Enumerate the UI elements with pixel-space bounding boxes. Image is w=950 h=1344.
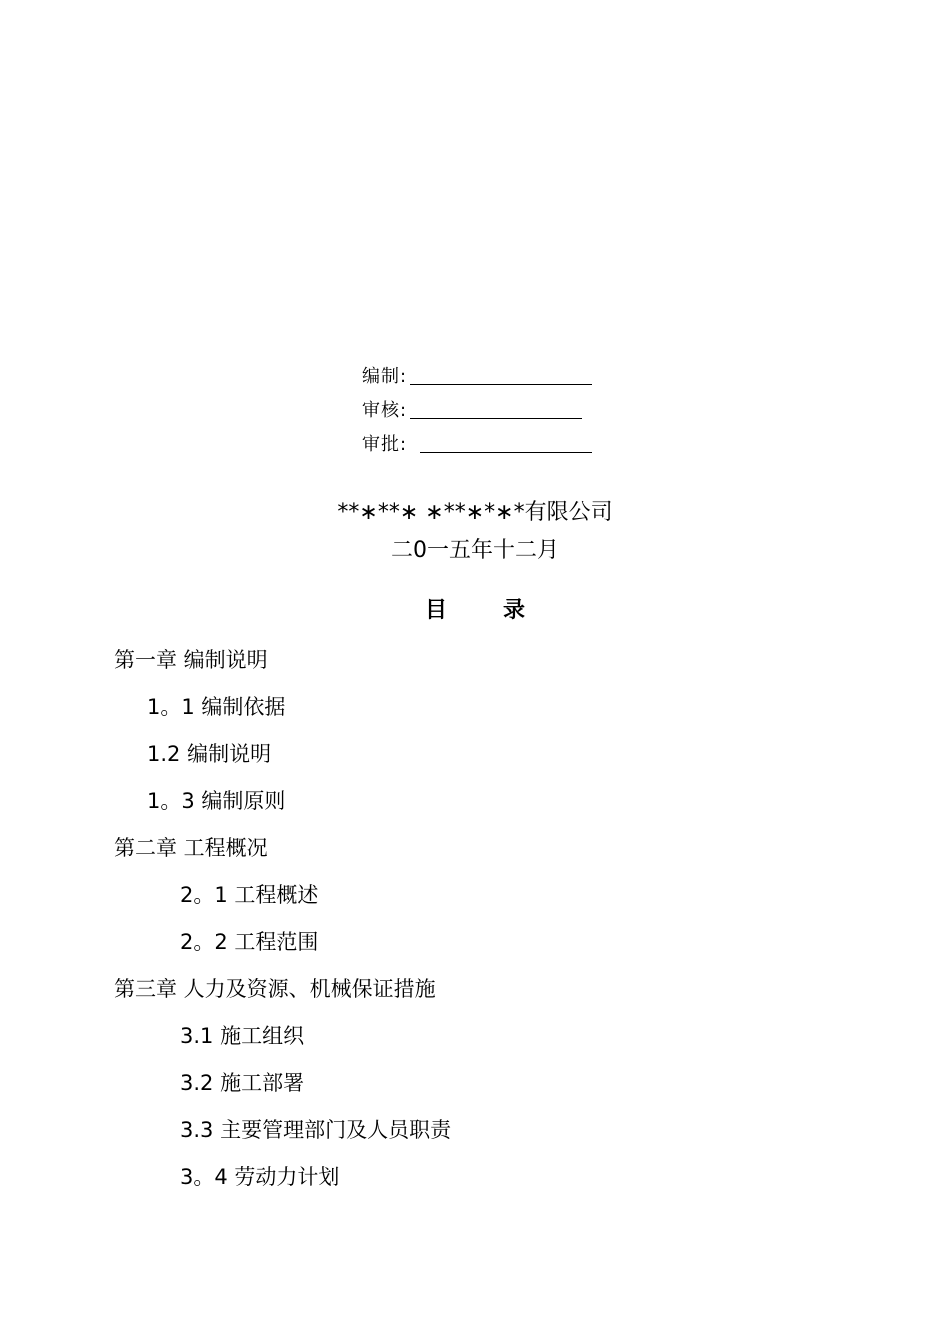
toc-item[interactable]: 3.1 施工组织 (180, 1024, 305, 1048)
toc-item[interactable]: 1。1 编制依据 (147, 695, 286, 719)
toc-item[interactable]: 3.3 主要管理部门及人员职责 (180, 1118, 452, 1142)
toc-item[interactable]: 第三章 人力及资源、机械保证措施 (114, 977, 436, 1001)
approve-label: 审批: (362, 434, 408, 455)
toc-item[interactable]: 1.2 编制说明 (147, 742, 272, 766)
toc-item[interactable]: 第一章 编制说明 (114, 648, 268, 672)
signoff-approve-row (362, 428, 662, 462)
document-date: 二0一五年十二月 (391, 538, 559, 563)
toc-item[interactable]: 1。3 编制原则 (147, 789, 286, 813)
approve-signature-line (420, 452, 592, 453)
toc-item[interactable]: 3.2 施工部署 (180, 1071, 305, 1095)
toc-title-left: 目 (424, 598, 447, 623)
compile-label: 编制: (362, 366, 408, 387)
review-label: 审核: (362, 400, 408, 421)
toc-item[interactable]: 2。2 工程范围 (180, 930, 319, 954)
toc-item[interactable]: 3。4 劳动力计划 (180, 1165, 340, 1189)
toc-title-right: 录 (503, 598, 526, 623)
company-name: **∗**∗ ∗**∗*∗*有限公司 (337, 500, 613, 525)
signoff-block (362, 360, 662, 462)
toc-item[interactable]: 2。1 工程概述 (180, 883, 319, 907)
toc-title (0, 594, 950, 628)
signoff-compile-row (362, 360, 662, 394)
compile-signature-line (410, 384, 592, 385)
signoff-review-row (362, 394, 662, 428)
review-signature-line (410, 418, 582, 419)
toc-item[interactable]: 第二章 工程概况 (114, 836, 268, 860)
